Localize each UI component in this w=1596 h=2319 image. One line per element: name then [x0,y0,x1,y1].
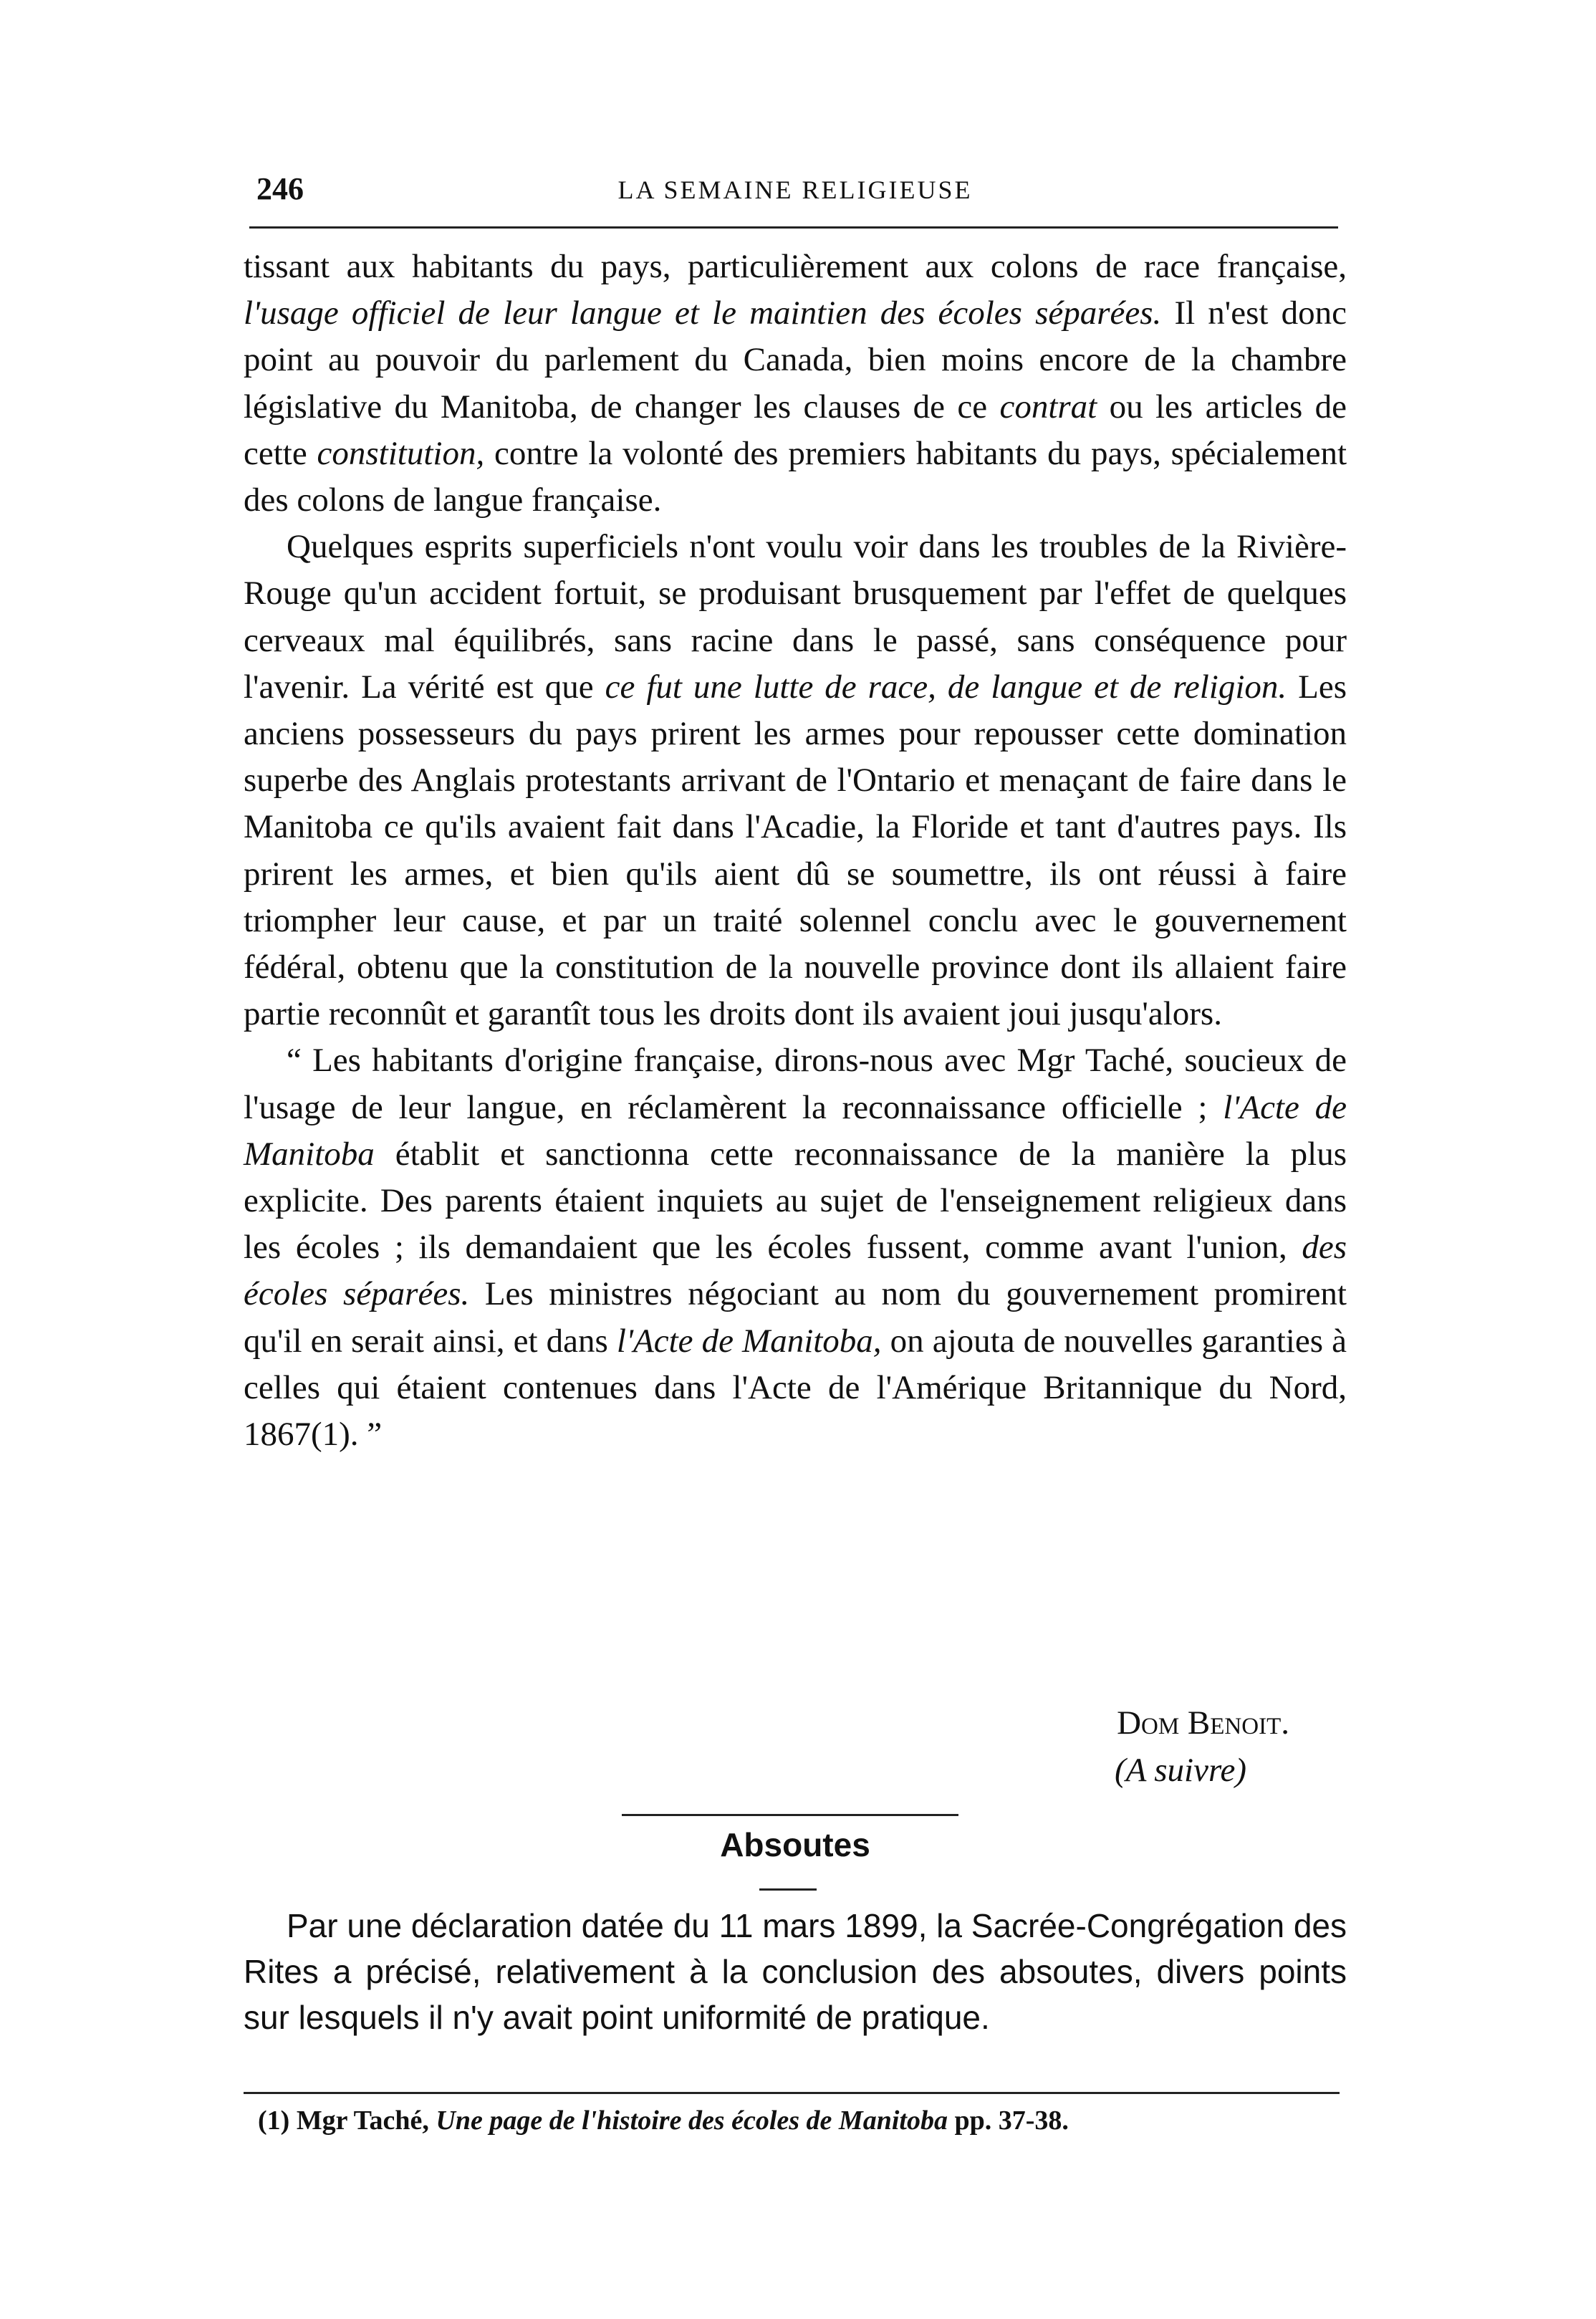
footnote-author: Mgr Taché, [296,2106,429,2136]
italic-phrase: l'Acte de Manitoba [244,1088,1347,1173]
body-paragraph [244,1037,1347,1458]
footnote-rule [244,2092,1340,2094]
section-text [244,1903,1347,2040]
author-signature: Dom Benoit. [1117,1704,1289,1742]
text-run: tissant aux habitants du pays, particulièrement aux colons de race française, [244,248,1347,285]
italic-phrase: des écoles séparées. [244,1229,1347,1313]
text-run: contre la volonté des premiers habitants du pays, spécialement des colons de langue française. [244,434,1347,519]
italic-phrase: constitution, [317,434,485,472]
footnote-pages: pp. 37-38. [954,2106,1069,2136]
text-run: on ajouta de nouvelles garanties à celles qui étaient contenues dans l'Acte de l'Amérique Britannique du Nord, 1867(1). ” [244,1322,1347,1454]
section-paragraph: Par une déclaration datée du 11 mars 1899, la Sacrée-Congrégation des Rites a précisé, relativement à la conclusion des absoutes, divers points sur lesquels il n'y avait point uniformité de pratique. [244,1907,1347,2036]
footnote [258,2103,1347,2138]
signature-block [244,1704,1347,1804]
italic-phrase: l'usage officiel de leur langue et le maintien des écoles séparées. [244,294,1162,332]
text-run: établit et sanctionna cette reconnaissance de la manière la plus explicite. Des parents étaient inquiets au sujet de l'enseignement religieux dans les écoles ; ils demandaient que les écoles fussent, comme avant l'union, [244,1135,1347,1267]
italic-phrase: l'Acte de Manitoba, [616,1322,882,1360]
text-run: Les anciens possesseurs du pays prirent les armes pour repousser cette domination superbe des Anglais protestants arrivant de l'Ontario et menaçant de faire dans le Manitoba ce qu'ils avaient fait dans l'Acadie, la Floride et tant d'autres pays. Ils prirent les armes, et bien qu'ils aient dû se soumettre, ils ont réussi à faire triompher leur cause, et par un traité solennel conclu avec le gouvernement fédéral, obtenu que la constitution de la nouvelle province dont ils allaient faire partie reconnût et garantît tous les droits dont ils avaient joui jusqu'alors. [244,668,1347,1033]
body-paragraph [244,244,1347,524]
body-text [244,244,1347,1458]
page-header [244,171,1347,213]
text-run: Il n'est donc point au pouvoir du parlement du Canada, bien moins encore de la chambre législative du Manitoba, de changer les clauses de ce [244,294,1347,426]
section-separator [622,1814,958,1816]
running-title: LA SEMAINE RELIGIEUSE [617,176,973,204]
footnote-marker: (1) [258,2106,290,2136]
continued-note: (A suivre) [1114,1752,1246,1789]
section-title: Absoutes [720,1826,870,1863]
page-number: 246 [256,171,304,206]
footnote-title: Une page de l'histoire des écoles de Manitoba [436,2106,948,2136]
title-underline [759,1888,817,1891]
text-run: “ Les habitants d'origine française, dirons-nous avec Mgr Taché, soucieux de l'usage de leur langue, en réclamèrent la reconnaissance officielle ; [244,1042,1347,1126]
body-paragraph [244,524,1347,1037]
text-run: Quelques esprits superficiels n'ont voulu voir dans les troubles de la Rivière-Rouge qu'un accident fortuit, se produisant brusquement par l'effet de quelques cerveaux mal équilibrés, sans racine dans le passé, sans conséquence pour l'avenir. La vérité est que [244,528,1347,706]
text-run: Les ministres négociant au nom du gouvernement promirent qu'il en serait ainsi, et dans [244,1275,1347,1360]
text-run: ou les articles de cette [244,388,1347,472]
italic-phrase: ce fut une lutte de race, de langue et de religion. [605,668,1287,706]
italic-phrase: contrat [999,388,1097,426]
header-rule [249,226,1338,229]
